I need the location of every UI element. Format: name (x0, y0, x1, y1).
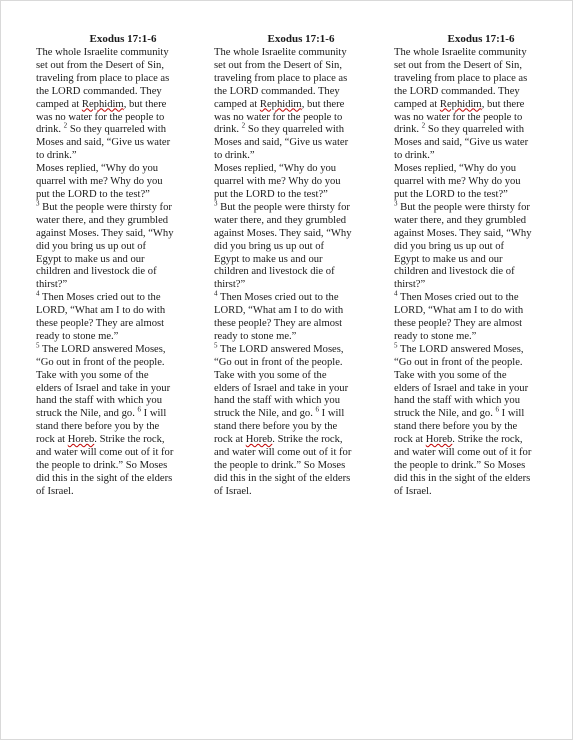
text-line: children and livestock die of (214, 266, 335, 278)
text-line: hand the staff with which you (214, 395, 341, 407)
verse-4-paragraph (214, 289, 372, 344)
column-1 (36, 33, 194, 499)
text-line: ready to stone me.” (36, 330, 119, 342)
text-line: stand there before you by the (394, 421, 518, 433)
text-line: did you bring us up out of (214, 240, 325, 252)
text-line: hand the staff with which you (36, 395, 163, 407)
text-line: Moses and said, “Give us water (214, 137, 349, 149)
text-line: camped at Rephidim, but there (36, 98, 167, 110)
text-line: the LORD commanded. They (214, 85, 340, 97)
text-line: $^3$ But the people were thirsty for (36, 199, 172, 213)
text-line: Take with you some of the (36, 369, 149, 381)
text-line: LORD, “What am I to do with (36, 305, 166, 317)
verse-number: 4 (214, 289, 218, 298)
text-line: rock at Horeb. Strike the rock, (214, 434, 343, 446)
text-line: LORD, “What am I to do with (214, 305, 344, 317)
text-line: the LORD commanded. They (394, 85, 520, 97)
text-line: set out from the Desert of Sin, (214, 59, 342, 71)
text-line: $^5$ The LORD answered Moses, (36, 341, 166, 355)
passage-title: Exodus 17:1-6 (267, 33, 335, 45)
column-2 (214, 33, 372, 499)
text-line: drink. $^2$ So they quarreled with (394, 121, 525, 136)
verse-number: 5 (394, 341, 398, 350)
place-name-rephidim: Rephidim (81, 98, 124, 110)
verse-number: 5 (214, 341, 218, 350)
text-line: $^4$ Then Moses cried out to the (394, 289, 519, 304)
verse-number: 2 (63, 121, 68, 130)
text-line: Moses replied, “Why do you (394, 163, 517, 175)
text-line: quarrel with me? Why do you (214, 176, 341, 188)
text-line: did this in the sight of the elders (36, 472, 173, 484)
text-line: struck the Nile, and go. $^6$ I will (214, 405, 345, 420)
verse-3-paragraph (394, 199, 552, 292)
text-line: The whole Israelite community (36, 47, 169, 58)
verse-number: 3 (394, 199, 398, 208)
text-line: ready to stone me.” (214, 330, 297, 342)
text-line: quarrel with me? Why do you (394, 176, 521, 188)
text-line: did you bring us up out of (36, 240, 147, 252)
text-line: and water will come out of it for (36, 447, 174, 459)
verse-number: 4 (36, 289, 40, 298)
text-line: $^3$ But the people were thirsty for (214, 199, 350, 213)
verse-1-paragraph (36, 47, 194, 202)
text-line: ready to stone me.” (394, 330, 477, 342)
text-line: Moses and said, “Give us water (36, 137, 171, 149)
text-line: Take with you some of the (394, 369, 507, 381)
text-line: to drink.” (36, 150, 77, 162)
text-line: the LORD commanded. They (36, 85, 162, 97)
text-line: to drink.” (394, 150, 435, 162)
text-line: did you bring us up out of (394, 240, 505, 252)
text-line: elders of Israel and take in your (394, 382, 529, 394)
verse-number: 2 (421, 121, 426, 130)
place-name-horeb: Horeb (245, 434, 273, 446)
place-name-horeb: Horeb (67, 434, 95, 446)
text-line: the people to drink.” So Moses (214, 460, 346, 471)
verse-3-paragraph (36, 199, 194, 292)
text-line: children and livestock die of (36, 266, 157, 278)
text-line: children and livestock die of (394, 266, 515, 278)
verse-1-paragraph (214, 47, 372, 202)
text-line: camped at Rephidim, but there (394, 98, 525, 110)
text-line: stand there before you by the (36, 421, 160, 433)
text-line: drink. $^2$ So they quarreled with (36, 121, 167, 136)
text-line: these people? They are almost (394, 318, 523, 330)
text-line: water there, and they grumbled (214, 214, 347, 226)
text-line: Egypt to make us and our (394, 253, 503, 265)
text-line: $^3$ But the people were thirsty for (394, 199, 530, 213)
text-line: and water will come out of it for (214, 447, 352, 459)
verse-number: 2 (241, 121, 246, 130)
verse-number: 6 (315, 405, 319, 414)
text-line: quarrel with me? Why do you (36, 176, 163, 188)
verse-4-paragraph (394, 289, 552, 344)
place-name-horeb: Horeb (425, 434, 453, 446)
text-line: Moses and said, “Give us water (394, 137, 529, 149)
text-line: the people to drink.” So Moses (394, 460, 526, 471)
text-line: water there, and they grumbled (36, 214, 169, 226)
verse-number: 3 (36, 199, 40, 208)
verse-5-paragraph (214, 341, 372, 499)
text-line: put the LORD to the test?” (36, 188, 150, 200)
text-line: put the LORD to the test?” (214, 188, 328, 200)
text-line: $^5$ The LORD answered Moses, (394, 341, 524, 355)
text-line: “Go out in front of the people. (214, 356, 343, 368)
verse-1-paragraph (394, 47, 552, 202)
place-name-rephidim: Rephidim (259, 98, 302, 110)
text-line: traveling from place to place as (214, 72, 348, 84)
verse-number: 3 (214, 199, 218, 208)
text-line: Egypt to make us and our (36, 253, 145, 265)
text-line: thirst?” (36, 279, 68, 291)
text-line: LORD, “What am I to do with (394, 305, 524, 317)
text-line: was no water for the people to (214, 111, 343, 123)
text-line: to drink.” (214, 150, 255, 162)
text-line: of Israel. (394, 485, 432, 497)
text-line: $^4$ Then Moses cried out to the (36, 289, 161, 304)
text-line: rock at Horeb. Strike the rock, (36, 434, 165, 446)
text-line: these people? They are almost (36, 318, 165, 330)
text-line: against Moses. They said, “Why (394, 227, 532, 239)
text-line: set out from the Desert of Sin, (36, 59, 164, 71)
text-line: Moses replied, “Why do you (214, 163, 337, 175)
text-line: $^5$ The LORD answered Moses, (214, 341, 344, 355)
text-line: elders of Israel and take in your (36, 382, 171, 394)
text-line: Egypt to make us and our (214, 253, 323, 265)
text-line: water there, and they grumbled (394, 214, 527, 226)
place-name-rephidim: Rephidim (439, 98, 482, 110)
verse-5-paragraph (36, 341, 194, 499)
text-line: set out from the Desert of Sin, (394, 59, 522, 71)
verse-4-paragraph (36, 289, 194, 344)
verse-number: 5 (36, 341, 40, 350)
text-line: hand the staff with which you (394, 395, 521, 407)
text-line: traveling from place to place as (36, 72, 170, 84)
text-line: struck the Nile, and go. $^6$ I will (394, 405, 525, 420)
text-line: against Moses. They said, “Why (36, 227, 174, 239)
text-line: traveling from place to place as (394, 72, 528, 84)
text-line: thirst?” (394, 279, 426, 291)
text-line: thirst?” (214, 279, 246, 291)
text-line: Take with you some of the (214, 369, 327, 381)
text-line: did this in the sight of the elders (394, 472, 531, 484)
text-line: “Go out in front of the people. (36, 356, 165, 368)
verse-3-paragraph (214, 199, 372, 292)
text-line: rock at Horeb. Strike the rock, (394, 434, 523, 446)
text-line: Moses replied, “Why do you (36, 163, 159, 175)
text-line: these people? They are almost (214, 318, 343, 330)
text-line: drink. $^2$ So they quarreled with (214, 121, 345, 136)
column-3 (394, 33, 552, 499)
text-line: The whole Israelite community (394, 47, 527, 58)
text-line: stand there before you by the (214, 421, 338, 433)
text-line: of Israel. (36, 485, 74, 497)
text-line: put the LORD to the test?” (394, 188, 508, 200)
text-line: of Israel. (214, 485, 252, 497)
text-line: $^4$ Then Moses cried out to the (214, 289, 339, 304)
passage-title: Exodus 17:1-6 (89, 33, 157, 45)
verse-number: 4 (394, 289, 398, 298)
text-line: was no water for the people to (394, 111, 523, 123)
verse-number: 6 (137, 405, 141, 414)
verse-5-paragraph (394, 341, 552, 499)
verse-number: 6 (495, 405, 499, 414)
text-line: struck the Nile, and go. $^6$ I will (36, 405, 167, 420)
text-line: the people to drink.” So Moses (36, 460, 168, 471)
text-line: camped at Rephidim, but there (214, 98, 345, 110)
text-line: was no water for the people to (36, 111, 165, 123)
text-line: did this in the sight of the elders (214, 472, 351, 484)
text-line: “Go out in front of the people. (394, 356, 523, 368)
text-line: against Moses. They said, “Why (214, 227, 352, 239)
text-line: The whole Israelite community (214, 47, 347, 58)
passage-title: Exodus 17:1-6 (447, 33, 515, 45)
text-line: elders of Israel and take in your (214, 382, 349, 394)
text-line: and water will come out of it for (394, 447, 532, 459)
